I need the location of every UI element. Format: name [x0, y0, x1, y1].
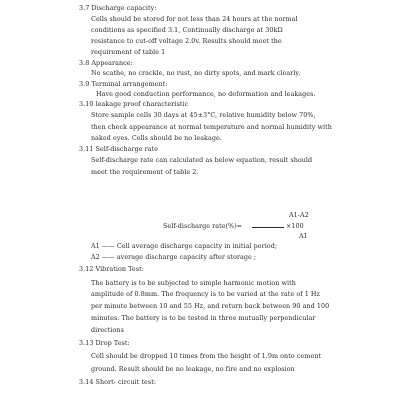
formula-legend-a2: A2 —— average discharge capacity after storage ;	[91, 253, 257, 261]
section-3-9-line: Have good conduction performance, no deformation and leakages.	[96, 90, 316, 98]
section-3-7-line: conditions as specified 3.1, Continually discharge at 30kΩ	[91, 26, 283, 34]
formula-fraction-line	[252, 227, 284, 228]
section-3-10-heading: 3.10 leakage proof characteristic	[79, 100, 189, 108]
section-3-9-heading: 3.9 Terminal arrangement:	[79, 80, 168, 88]
section-3-12-line: minutes. The battery is to be tested in three mutually perpendicular	[91, 314, 316, 322]
formula-label: Self-discharge rate(%)=	[163, 222, 243, 230]
section-3-8-line: No scathe, no crackle, no rust, no dirty spots, and mark clearly.	[91, 69, 301, 77]
section-3-7-line: Cells should be stored for not less than 24 hours at the normal	[91, 15, 298, 23]
section-3-12-line: amplitude of 0.8mm. The frequency is to be varied at the rate of 1 Hz	[91, 290, 320, 298]
formula-numerator: A1-A2	[289, 211, 309, 219]
section-3-14-heading: 3.14 Short- circuit test:	[79, 378, 157, 386]
section-3-11-line: Self-discharge rate can calculated as below equation, result should	[91, 156, 313, 164]
section-3-13-heading: 3.13 Drop Test:	[79, 339, 130, 347]
section-3-13-line: ground. Result should be no leakage, no fire and no explosion	[91, 365, 295, 373]
section-3-12-line: per minute between 10 and 55 Hz, and return back between 90 and 100	[91, 302, 330, 310]
section-3-7-heading: 3.7 Discharge capacity:	[79, 4, 157, 12]
section-3-8-heading: 3.8 Appearance:	[79, 59, 133, 67]
formula-denominator: A1	[299, 232, 308, 240]
section-3-10-line: Store sample cells 30 days at 45±3°C, relative humidity below 70%,	[91, 111, 316, 119]
formula-times: ×100	[286, 222, 304, 230]
formula-legend-a1: A1 —— Cell average discharge capacity in initial period;	[91, 242, 278, 250]
section-3-12-line: directions	[91, 326, 124, 334]
section-3-10-line: then check appearance at normal temperature and normal humidity with	[91, 123, 332, 131]
section-3-12-heading: 3.12 Vibration Test:	[79, 265, 144, 273]
section-3-12-line: The battery is to be subjected to simple harmonic motion with	[91, 279, 296, 287]
section-3-13-line: Cell should be dropped 10 times from the height of 1.9m onto cement	[91, 352, 321, 360]
section-3-11-heading: 3.11 Self-discharge rate	[79, 145, 159, 153]
section-3-7-line: resistance to cut-off voltage 2.0v. Results should meet the	[91, 37, 282, 45]
section-3-7-line: requirement of table 1	[91, 48, 166, 56]
section-3-11-line: meet the requirement of table 2.	[91, 168, 199, 176]
section-3-10-line: naked eyes. Cells should be no leakage.	[91, 134, 222, 142]
